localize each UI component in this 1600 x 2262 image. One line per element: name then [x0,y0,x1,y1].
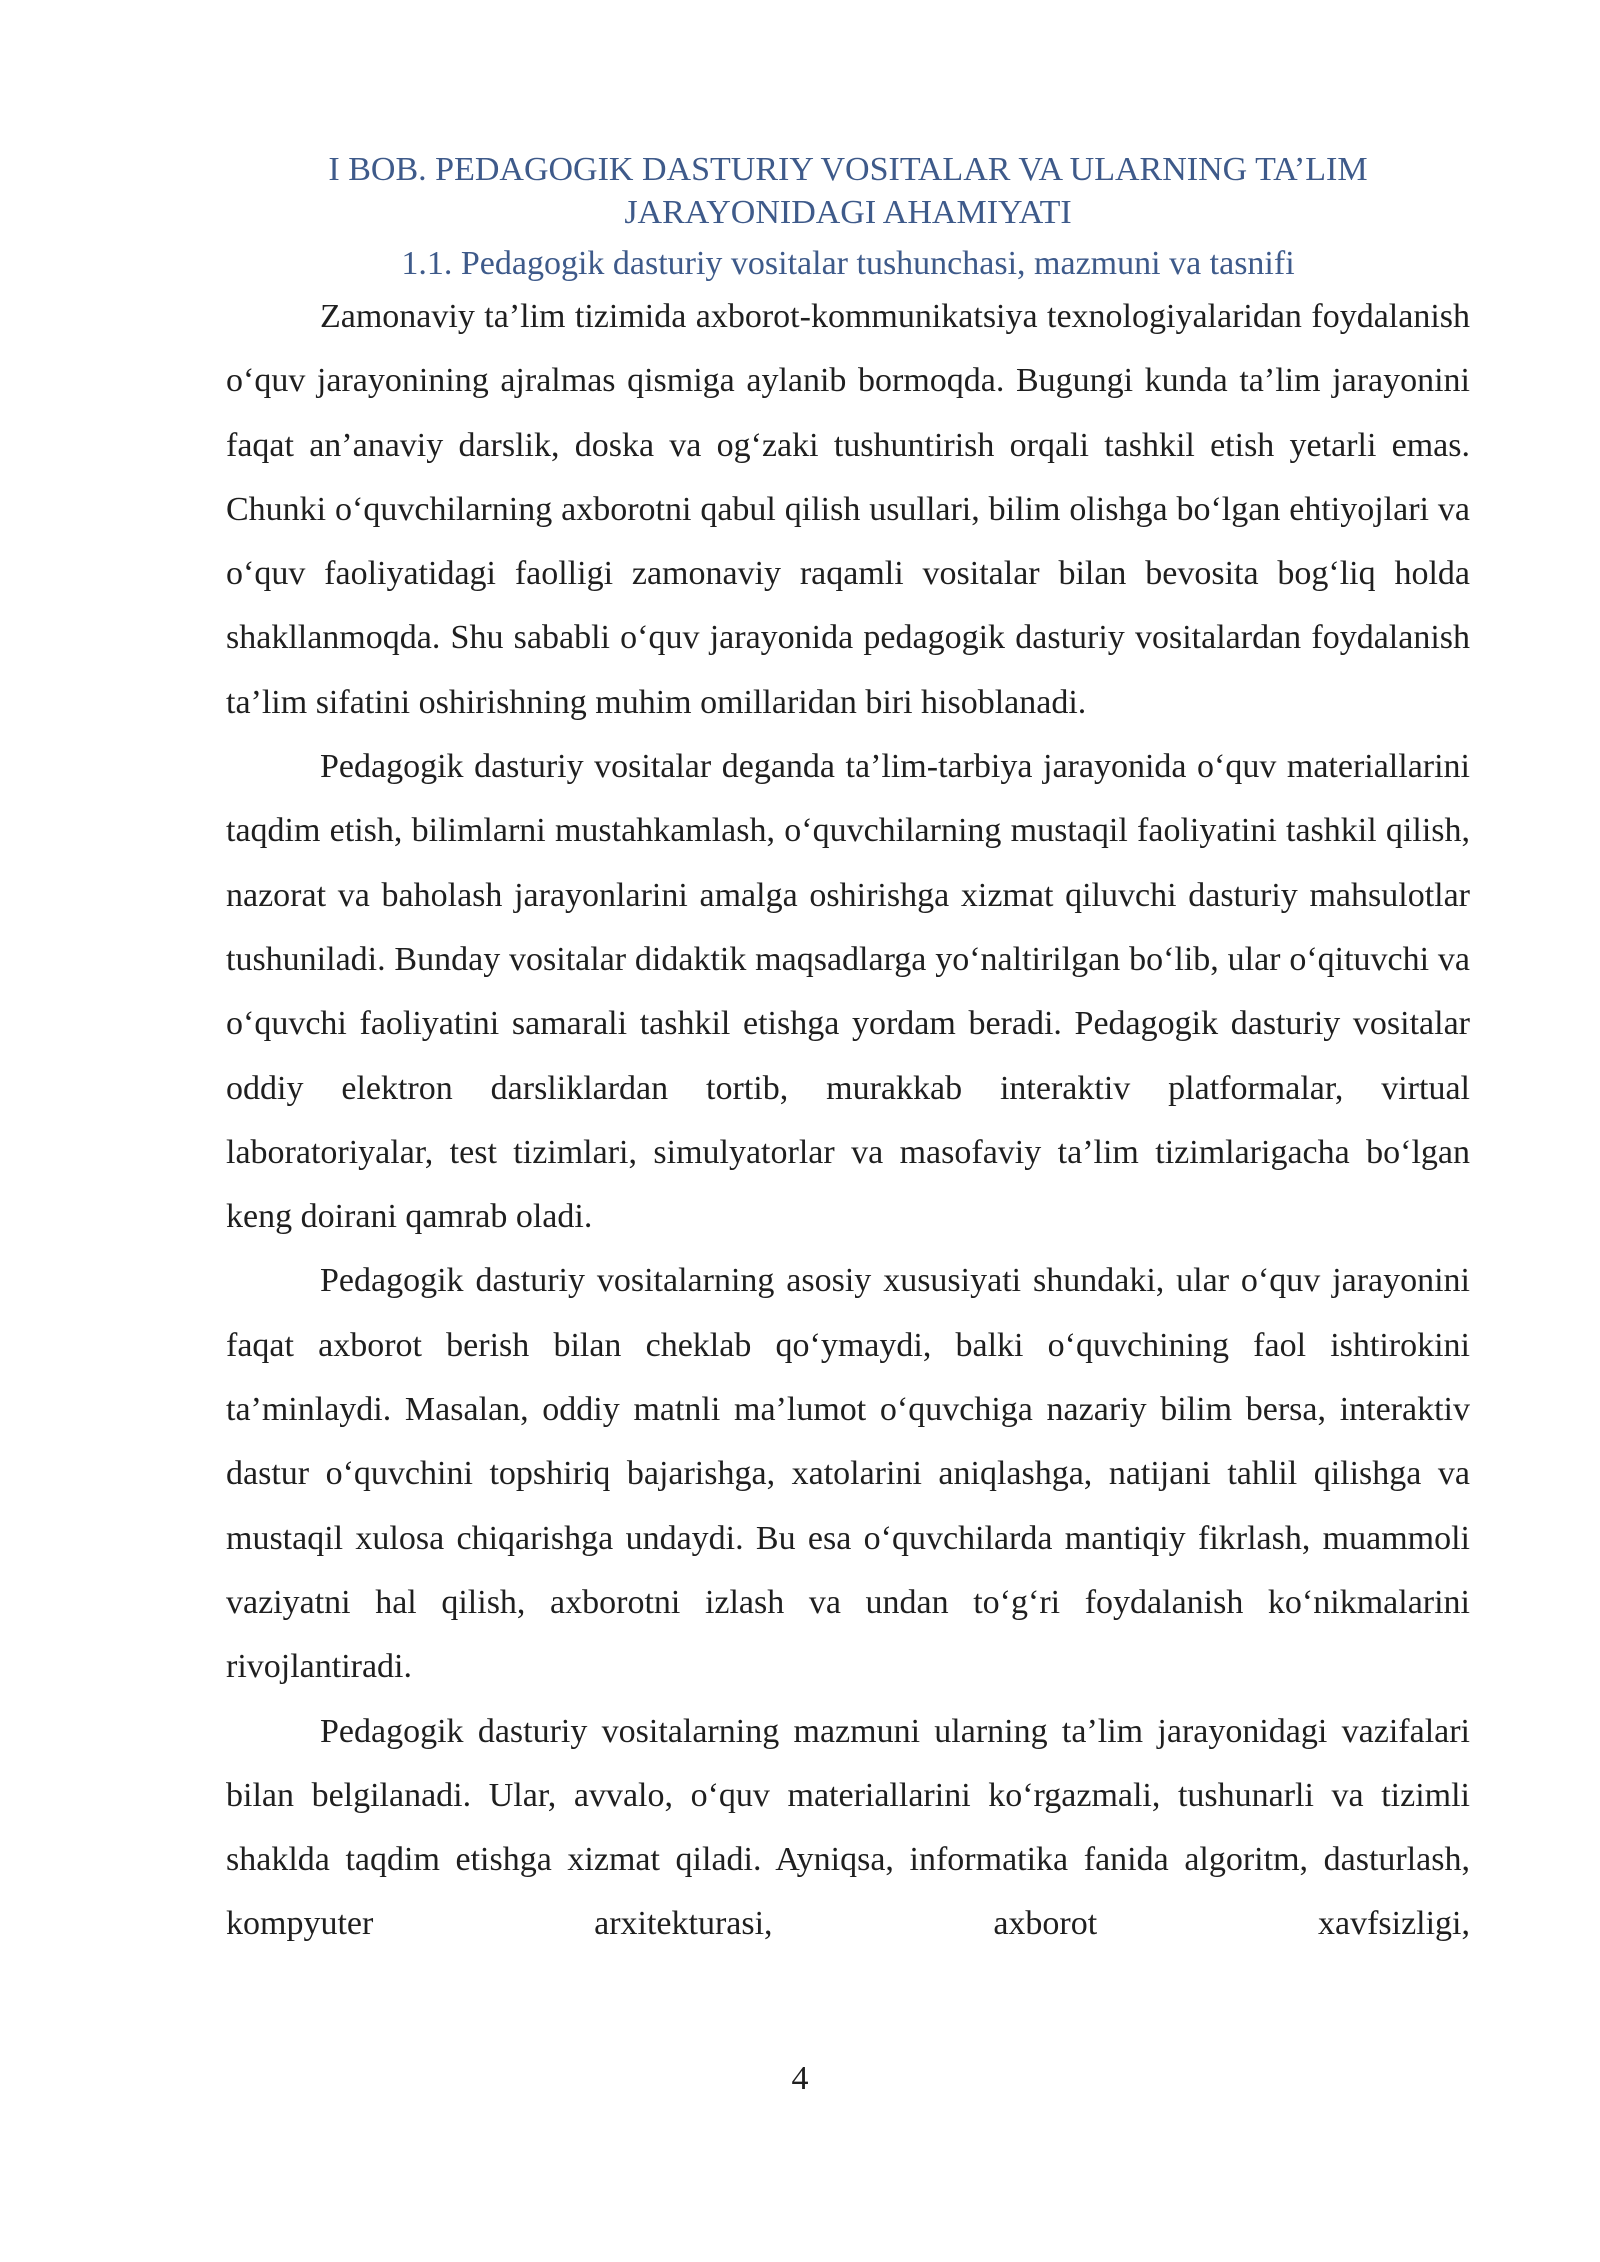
page-content [226,148,1470,1957]
body-paragraph-3: Pedagogik dasturiy vositalarning asosiy xususiyati shundaki, ular o‘quv jarayonini faqat axborot berish bilan cheklab qo‘ymaydi, balki o‘quvchining faol ishtirokini ta’minlaydi. Masalan, oddiy matnli ma’lumot o‘quvchiga nazariy bilim bersa, interaktiv dastur o‘quvchini topshiriq bajarishga, xatolarini aniqlashga, natijani tahlil qilishga va mustaqil xulosa chiqarishga undaydi. Bu esa o‘quvchilarda mantiqiy fikrlash, muammoli vaziyatni hal qilish, axborotni izlash va undan to‘g‘ri foydalanish ko‘nikmalarini rivojlantiradi. [226,1262,1470,1686]
chapter-title: I BOB. PEDAGOGIK DASTURIY VOSITALAR VA ULARNING TA’LIM JARAYONIDAGI AHAMIYATI [328,151,1368,231]
body-paragraph-1: Zamonaviy ta’lim tizimida axborot-kommunikatsiya texnologiyalaridan foydalanish o‘quv jarayonining ajralmas qismiga aylanib bormoqda. Bugungi kunda ta’lim jarayonini faqat an’anaviy darslik, doska va og‘zaki tushuntirish orqali tashkil etish yetarli emas. Chunki o‘quvchilarning axborotni qabul qilish usullari, bilim olishga bo‘lgan ehtiyojlari va o‘quv faoliyatidagi faolligi zamonaviy raqamli vositalar bilan bevosita bog‘liq holda shakllanmoqda. Shu sababli o‘quv jarayonida pedagogik dasturiy vositalardan foydalanish ta’lim sifatini oshirishning muhim omillaridan biri hisoblanadi. [226,298,1470,721]
section-title: 1.1. Pedagogik dasturiy vositalar tushunchasi, mazmuni va tasnifi [401,245,1295,282]
body-paragraph-4: Pedagogik dasturiy vositalarning mazmuni ularning ta’lim jarayonidagi vazifalari bilan belgilanadi. Ular, avvalo, o‘quv materiallarini ko‘rgazmali, tushunarli va tizimli shaklda taqdim etishga xizmat qiladi. Ayniqsa, informatika fanida algoritm, dasturlash, kompyuter arxitekturasi, axborot xavfsizligi, [226,1712,1470,1943]
page-number: 4 [791,2060,809,2097]
body-paragraph-2: Pedagogik dasturiy vositalar deganda ta’lim-tarbiya jarayonida o‘quv materiallarini taqdim etish, bilimlarni mustahkamlash, o‘quvchilarning mustaqil faoliyatini tashkil qilish, nazorat va baholash jarayonlarini amalga oshirishga xizmat qiluvchi dasturiy mahsulotlar tushuniladi. Bunday vositalar didaktik maqsadlarga yo‘naltirilgan bo‘lib, ular o‘qituvchi va o‘quvchi faoliyatini samarali tashkil etishga yordam beradi. Pedagogik dasturiy vositalar oddiy elektron darsliklardan tortib, murakkab interaktiv platformalar, virtual laboratoriyalar, test tizimlari, simulyatorlar va masofaviy ta’lim tizimlarigacha bo‘lgan keng doirani qamrab oladi. [226,748,1470,1236]
